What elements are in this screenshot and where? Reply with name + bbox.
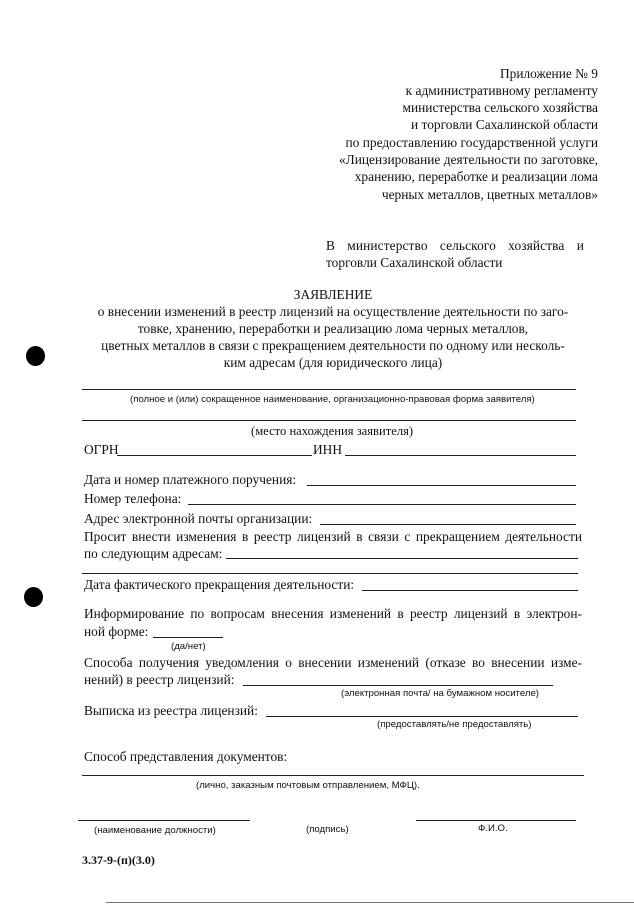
applicant-location-field[interactable]	[82, 420, 576, 421]
form-code: 3.37-9-(п)(3.0)	[82, 853, 155, 867]
inform-text-line: ной форме:	[84, 624, 149, 639]
request-text-line: Просит внести изменения в реестр лицензий в связи с прекращением деятельности	[84, 529, 582, 544]
inn-label: ИНН	[313, 442, 343, 457]
statement-subtitle-line: ким адресам (для юридического лица)	[223, 355, 443, 370]
appendix-line: и торговли Сахалинской области	[411, 117, 598, 132]
appendix-line: хранению, переработке и реализации лома	[354, 169, 598, 184]
inform-field[interactable]	[153, 637, 223, 638]
fio-caption: Ф.И.О.	[478, 823, 508, 834]
appendix-line: к административному регламенту	[405, 83, 598, 98]
statement-title: ЗАЯВЛЕНИЕ	[293, 287, 373, 302]
fio-field[interactable]	[416, 820, 576, 821]
appendix-line: черных металлов, цветных металлов»	[381, 187, 598, 202]
appendix-line: по предоставлению государственной услуги	[345, 135, 598, 150]
termination-date-label: Дата фактического прекращения деятельности:	[84, 577, 355, 592]
statement-subtitle-line: цветных металлов в связи с прекращением деятельности по одному или несколь-	[101, 338, 565, 353]
ogrn-label: ОГРН	[84, 442, 119, 457]
addresses-field-extra[interactable]	[82, 573, 578, 574]
docs-method-field[interactable]	[82, 775, 584, 776]
email-label: Адрес электронной почты организации:	[84, 511, 313, 526]
request-text-line: по следующим адресам:	[84, 546, 223, 561]
payment-order-field[interactable]	[307, 485, 576, 486]
notify-text-line: Способа получения уведомления о внесении изменений (отказе во внесении изме-	[84, 655, 582, 670]
applicant-name-caption: (полное и (или) сокращенное наименование, организационно-правовая форма заявителя)	[130, 394, 535, 405]
extract-caption: (предоставлять/не предоставлять)	[377, 719, 532, 730]
docs-method-label: Способ представления документов:	[84, 749, 288, 764]
docs-method-caption: (лично, заказным почтовым отправлением, МФЦ).	[196, 780, 420, 791]
applicant-location-caption: (место нахождения заявителя)	[251, 424, 414, 438]
notify-text-line: нений) в реестр лицензий:	[84, 672, 235, 687]
email-field[interactable]	[320, 524, 576, 525]
inform-caption: (да/нет)	[171, 641, 206, 652]
statement-subtitle-line: товке, хранению, переработки и реализацию лома черных металлов,	[137, 321, 529, 336]
scan-edge-line	[106, 902, 634, 903]
ogrn-field[interactable]	[117, 455, 312, 456]
punch-hole-mark-bottom	[24, 587, 43, 607]
position-caption: (наименование должности)	[94, 825, 216, 836]
statement-subtitle-line: о внесении изменений в реестр лицензий на осуществление деятельности по заго-	[97, 304, 569, 319]
inform-text-line: Информирование по вопросам внесения изменений в реестр лицензий в электрон-	[84, 606, 582, 621]
position-field[interactable]	[78, 820, 250, 821]
notify-caption: (электронная почта/ на бумажном носителе)	[341, 688, 539, 699]
extract-field[interactable]	[266, 716, 578, 717]
appendix-line: Приложение № 9	[499, 66, 598, 81]
inn-field[interactable]	[345, 455, 576, 456]
signature-caption: (подпись)	[306, 824, 349, 835]
phone-label: Номер телефона:	[84, 491, 182, 506]
termination-date-field[interactable]	[362, 590, 578, 591]
applicant-name-field[interactable]	[82, 389, 576, 390]
payment-order-label: Дата и номер платежного поручения:	[84, 472, 297, 487]
phone-field[interactable]	[188, 504, 576, 505]
addresses-field[interactable]	[226, 558, 578, 559]
appendix-line: «Лицензирование деятельности по заготовке,	[338, 152, 598, 167]
appendix-line: министерства сельского хозяйства	[402, 100, 598, 115]
extract-label: Выписка из реестра лицензий:	[84, 703, 258, 718]
addressee-line: торговли Сахалинской области	[326, 255, 503, 270]
addressee-line: В министерство сельского хозяйства и	[326, 238, 584, 253]
notify-field[interactable]	[243, 685, 553, 686]
